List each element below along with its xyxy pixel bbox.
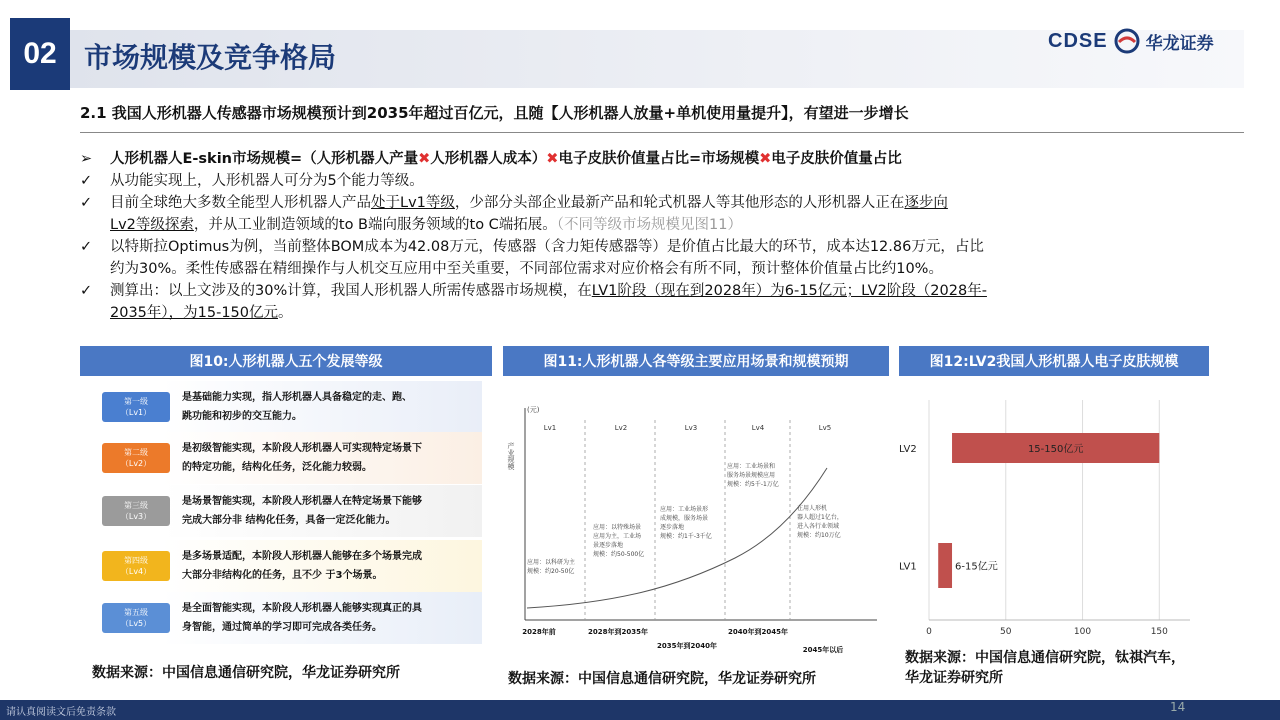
level-row <box>82 592 482 644</box>
fig11-annotation: 规模：约10万亿 <box>797 532 841 539</box>
level-desc-line: 跳功能和初步的交互能力。 <box>182 411 302 422</box>
level-desc-line: 身智能，通过简单的学习即可完成各类任务。 <box>182 622 382 633</box>
fig11-annotation: 应用为主，工业场 <box>593 533 642 540</box>
level-badge <box>102 603 170 633</box>
fig12-category-label: LV2 <box>899 444 917 455</box>
multiply-icon: ✖ <box>546 151 559 167</box>
fig12-xtick-label: 50 <box>1000 627 1012 637</box>
company-logo <box>1048 26 1214 56</box>
bullet-list <box>80 148 1200 324</box>
disclaimer-link[interactable]: 请认真阅读文后免责条款 <box>6 707 116 718</box>
formula-part: 人形机器人成本） <box>430 151 547 167</box>
level-row <box>82 540 482 592</box>
fig11-annotation: 应用：以特殊场景 <box>593 524 642 531</box>
check-icon: ✓ <box>80 283 93 299</box>
level-badge <box>102 443 170 473</box>
logo-cn: 华龙证券 <box>1145 33 1214 54</box>
fig11-annotation: 应用：工业场景和 <box>727 463 776 470</box>
bullet-text: 测算出：以上文涉及的30%计算，我国人形机器人所需传感器市场规模，在 <box>110 283 592 299</box>
fig11-title: 图11:人形机器人各等级主要应用场景和规模预期 <box>503 346 889 376</box>
level-description <box>182 388 477 426</box>
level-row <box>82 432 482 484</box>
fig12-source-line: 华龙证券研究所 <box>905 670 1003 686</box>
bullet-2 <box>80 192 1200 236</box>
fig12-title: 图12:LV2我国人形机器人电子皮肤规模 <box>899 346 1209 376</box>
level-name: 第二级 <box>124 448 148 457</box>
check-icon: ✓ <box>80 173 93 189</box>
fig11-period-label: 2040年到2045年 <box>728 628 788 636</box>
fig12-category-label: LV1 <box>899 561 917 573</box>
level-name: 第四级 <box>124 556 148 565</box>
bullet-text: 目前全球绝大多数全能型人形机器人产品 <box>110 195 371 211</box>
fig11-period-label: 2045年以后 <box>802 646 844 654</box>
bullet-underlined: 逐步向 <box>904 195 948 211</box>
multiply-icon: ✖ <box>418 151 431 167</box>
fig11-level-label: Lv5 <box>818 424 832 432</box>
level-row <box>82 381 482 433</box>
fig11-level-label: Lv2 <box>614 424 628 432</box>
logo-emblem-icon <box>1114 28 1140 54</box>
level-code: （Lv3） <box>120 512 152 521</box>
formula-part: 电子皮肤价值量占比 <box>771 151 902 167</box>
formula-part: 电子皮肤价值量占比=市场规模 <box>558 151 760 167</box>
bullet-text: 从功能实现上，人形机器人可分为5个能力等级。 <box>110 173 424 189</box>
fig11-source: 数据来源：中国信息通信研究院，华龙证券研究所 <box>508 671 816 687</box>
fig12-data-label: 6-15亿元 <box>955 561 998 573</box>
fig11-period-label: 2035年到2040年 <box>657 642 717 650</box>
fig11-annotation: 进入各行业领域 <box>797 523 840 530</box>
logo-en: CDSE <box>1048 29 1108 52</box>
check-icon: ✓ <box>80 195 93 211</box>
bullet-underlined: Lv2等级探索 <box>110 217 194 233</box>
fig12-bar-lv1 <box>938 543 952 588</box>
bullet-3 <box>80 236 1200 280</box>
footer-bar <box>0 700 1280 720</box>
bullet-1 <box>80 170 1200 192</box>
fig11-annotation: 应用：以科研为主 <box>527 559 576 566</box>
level-badge <box>102 496 170 526</box>
level-badge <box>102 392 170 422</box>
formula-part: 人形机器人E-skin市场规模=（人形机器人产量 <box>110 151 419 167</box>
fig11-annotation: 服务场景规模应用 <box>727 472 776 479</box>
check-icon: ✓ <box>80 239 93 255</box>
level-name: 第五级 <box>124 608 148 617</box>
level-desc-line: 的特定功能，结构化任务，泛化能力较弱。 <box>182 462 372 473</box>
bullet-text: 。 <box>278 305 293 321</box>
bullet-underlined: 2035年），为15-150亿元 <box>110 305 279 321</box>
fig11-annotation: 景逐步落地 <box>593 542 624 549</box>
fig11-annotation: 在用人形机 <box>797 505 828 512</box>
level-row <box>82 485 482 537</box>
fig11-level-label: Lv4 <box>751 424 765 432</box>
level-description <box>182 547 477 585</box>
level-desc-line: 是基础能力实现，指人形机器人具备稳定的走、跑、 <box>182 392 412 403</box>
level-description <box>182 439 477 477</box>
fig11-annotation: 器人超过1亿台， <box>797 514 843 521</box>
bullet-underlined: 处于Lv1等级 <box>371 195 455 211</box>
fig12-data-label: 15-150亿元 <box>1027 444 1084 455</box>
fig11-period-label: 2028年到2035年 <box>588 628 648 636</box>
fig12-source-line: 数据来源：中国信息通信研究院，钛祺汽车， <box>905 650 1185 666</box>
fig12-xtick-label: 150 <box>1150 627 1168 637</box>
bullet-text: ，并从工业制造领域的to B端向服务领域的to C端拓展。 <box>193 217 557 233</box>
bullet-text: 约为30%。柔性传感器在精细操作与人机交互应用中至关重要，不同部位需求对应价格会有所不同，预计整体价值量占比约10%。 <box>110 261 943 277</box>
level-desc-line: 是多场景适配，本阶段人形机器人能够在多个场景完成 <box>182 551 422 562</box>
level-badge <box>102 551 170 581</box>
section-title: 市场规模及竞争格局 <box>84 41 337 74</box>
fig11-annotation: 规模：约5千-1万亿 <box>727 481 779 488</box>
bullet-note: （不同等级市场规模见图11） <box>556 217 742 233</box>
bullet-text: 以特斯拉Optimus为例，当前整体BOM成本为42.08万元，传感器（含力矩传感器等）是价值占比最大的环节，成本达12.86万元，占比 <box>110 239 984 255</box>
level-code: （Lv4） <box>120 567 152 576</box>
multiply-icon: ✖ <box>759 151 772 167</box>
fig11-period-label: 2028年前 <box>522 628 556 636</box>
fig11-level-label: Lv1 <box>543 424 557 432</box>
level-name: 第三级 <box>124 501 148 510</box>
level-desc-line: 是场景智能实现，本阶段人形机器人在特定场景下能够 <box>182 496 422 507</box>
fig11-diagram <box>505 398 890 660</box>
bullet-formula <box>80 148 1200 170</box>
section-number: 02 <box>10 18 70 90</box>
fig12-source <box>905 648 1185 688</box>
fig12-xtick-label: 100 <box>1073 627 1092 637</box>
level-code: （Lv2） <box>120 459 152 468</box>
fig11-yunit: (元) <box>527 406 540 414</box>
fig10-source: 数据来源：中国信息通信研究院，华龙证券研究所 <box>92 665 400 681</box>
level-code: （Lv1） <box>120 408 152 417</box>
bullet-4 <box>80 280 1200 324</box>
fig11-annotation: 规模：约1千-3千亿 <box>660 533 712 540</box>
fig11-annotation: 成规模，服务场景 <box>660 515 709 522</box>
fig11-level-label: Lv3 <box>684 424 698 432</box>
fig11-annotation: 规模：约50-500亿 <box>593 551 645 558</box>
page-number: 14 <box>1170 700 1186 714</box>
fig11-annotation: 应用：工业场景形 <box>660 506 709 513</box>
level-code: （Lv5） <box>120 619 152 628</box>
sub-heading: 2.1 我国人形机器人传感器市场规模预计到2035年超过百亿元，且随【人形机器人放量+单机使用量提升】，有望进一步增长 <box>80 104 909 122</box>
bullet-underlined: LV1阶段（现在到2028年）为6-15亿元；LV2阶段（2028年- <box>591 283 987 299</box>
bullet-text: ，少部分头部企业最新产品和轮式机器人等其他形态的人形机器人正在 <box>454 195 905 211</box>
fig12-chart <box>895 395 1205 647</box>
arrow-bullet-icon: ➢ <box>80 151 93 167</box>
level-desc-line: 大部分非结构化的任务，且不少 于3个场景。 <box>182 570 383 581</box>
divider <box>80 132 1244 133</box>
level-desc-line: 完成大部分非 结构化任务，具备一定泛化能力。 <box>182 515 396 526</box>
fig11-ylabel: 产业规模 <box>507 442 515 470</box>
fig11-annotation: 逐步落地 <box>660 524 685 531</box>
fig12-xtick-label: 0 <box>926 627 932 637</box>
level-description <box>182 492 477 530</box>
fig11-annotation: 规模：约20-50亿 <box>527 568 575 575</box>
level-name: 第一级 <box>124 397 148 406</box>
level-desc-line: 是初级智能实现，本阶段人形机器人可实现特定场景下 <box>182 443 422 454</box>
level-desc-line: 是全面智能实现，本阶段人形机器人能够实现真正的具 <box>182 603 422 614</box>
fig10-title: 图10:人形机器人五个发展等级 <box>80 346 492 376</box>
level-description <box>182 599 477 637</box>
